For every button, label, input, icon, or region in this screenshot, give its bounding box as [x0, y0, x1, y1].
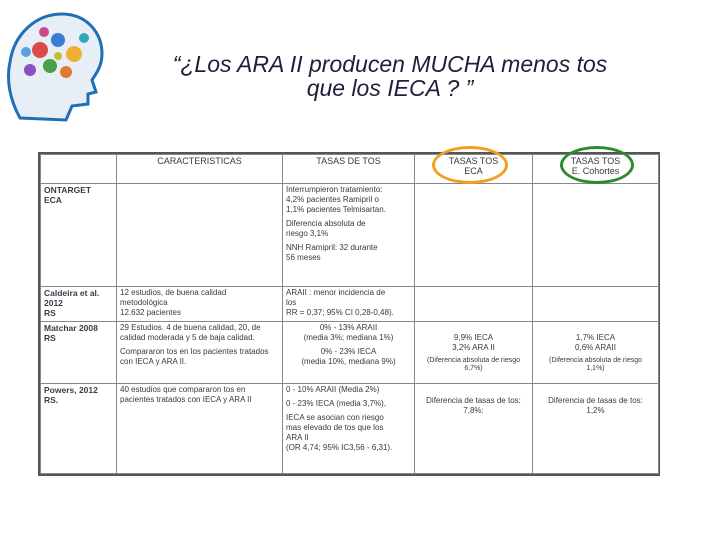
cell-line: RS [44, 333, 56, 344]
cell-line: 0 - 10% ARAII (Media 2%) [286, 385, 380, 395]
cell-line: Diferencia absoluta de [286, 219, 366, 228]
cell-line: 0 - 23% IECA (media 3,7%), [286, 399, 387, 409]
cell-line: 3,2% ARA II [452, 342, 495, 352]
eca-cell [415, 384, 533, 474]
cell-line: con IECA y ARA II. [120, 357, 187, 367]
cell-line: Powers, 2012 [44, 385, 98, 396]
cell-line: 0% - 13% ARAII [319, 323, 378, 333]
cell-line: 1,7% IECA [575, 332, 616, 342]
eca-cell [415, 286, 533, 321]
header-cough-rates: TASAS DE TOS [283, 155, 415, 184]
study-cell [41, 286, 117, 321]
cell-line: 2012 [44, 297, 63, 308]
cell-line: 6,7%) [464, 364, 483, 372]
characteristics-cell [117, 286, 283, 321]
cohort-cell [533, 184, 659, 287]
cell-line: mas elevado de tos que los [286, 423, 384, 433]
cell-line: ECA [44, 195, 62, 205]
cell-line: 1,2% [586, 406, 605, 416]
cell-line: 4,2% pacientes Ramipril o [286, 195, 379, 204]
table-row [41, 322, 659, 384]
cough-rates-cell [283, 322, 415, 384]
cell-line: 0% - 23% IECA [320, 347, 377, 357]
cell-line: 9,9% IECA [453, 332, 494, 342]
eca-cell [415, 184, 533, 287]
cell-line: Diferencia de tasas de tos: [426, 396, 521, 406]
header-study [41, 155, 117, 184]
cough-rates-cell [283, 286, 415, 321]
table-row [41, 286, 659, 321]
cell-line: Matchar 2008 [44, 323, 98, 334]
cell-line: riesgo 3,1% [286, 229, 329, 238]
cell-line: metodológica [120, 297, 168, 307]
cell-line: 12 estudios, de buena calidad [120, 287, 227, 297]
cell-line: RR = 0,37; 95% CI 0,28-0,48). [286, 307, 394, 317]
cell-line: (Diferencia absoluta de riesgo [549, 356, 642, 364]
cell-line: 7,8%: [463, 406, 484, 416]
eca-cell [415, 322, 533, 384]
cell-line: 1,1% pacientes Telmisartan. [286, 205, 386, 214]
cell-line: 0,6% ARAII [575, 342, 616, 352]
header-eca-line-1: TASAS TOS [448, 156, 499, 166]
cohort-highlight-circle [560, 146, 634, 184]
cell-line: ARA II [286, 433, 309, 443]
slide-title [110, 52, 670, 100]
cell-line: los [286, 297, 297, 307]
cell-line: 29 Estudios. 4 de buena calidad, 20, de [120, 323, 261, 333]
title-line-2: que los IECA ? ” [306, 75, 474, 101]
cell-line: 12.632 pacientes [120, 307, 181, 317]
cell-line: 40 estudios que compararon tos en [120, 385, 246, 395]
cell-line: 56 meses [286, 253, 321, 262]
cough-rates-cell [283, 184, 415, 287]
cell-line: IECA se asocian con riesgo [286, 413, 384, 423]
cell-line: (OR 4,74; 95% IC3,56 - 6,31). [286, 443, 393, 453]
cell-line: NNH Ramipril: 32 durante [286, 243, 378, 252]
cell-line: 1,1%) [586, 364, 605, 372]
evidence-table [40, 154, 659, 474]
cell-line: Diferencia de tasas de tos: [548, 396, 643, 406]
cell-line: (media 3%; mediana 1%) [303, 333, 394, 343]
study-cell [41, 384, 117, 474]
cell-line: (media 10%, mediana 9%) [301, 357, 396, 367]
cell-line: calidad moderada y 5 de baja calidad. [120, 333, 255, 343]
characteristics-cell [117, 184, 283, 287]
eca-highlight-circle [432, 146, 508, 184]
cell-line: pacientes tratados con IECA y ARA II [120, 395, 252, 405]
cell-line: ONTARGET [44, 185, 92, 195]
cell-line: (Diferencia absoluta de riesgo [427, 356, 520, 364]
table-row [41, 384, 659, 474]
title-line-1: “¿Los ARA II producen MUCHA menos tos [172, 51, 608, 77]
cell-line: RS. [44, 395, 59, 406]
evidence-table-container [38, 152, 660, 476]
cohort-cell [533, 384, 659, 474]
cohort-cell [533, 322, 659, 384]
cell-line: Interrumpieron tratamiento: [286, 185, 383, 194]
characteristics-cell [117, 322, 283, 384]
cough-rates-cell [283, 384, 415, 474]
cell-line: ARAII : menor incidencia de [286, 287, 386, 297]
cohort-cell [533, 286, 659, 321]
characteristics-cell [117, 384, 283, 474]
header-characteristics: CARACTERISTICAS [117, 155, 283, 184]
header-cohort-line-2: E. Cohortes [571, 166, 620, 176]
header-cohort-line-1: TASAS TOS [570, 156, 621, 166]
cell-line: Compararon tos en los pacientes tratados [120, 347, 269, 357]
study-cell [41, 322, 117, 384]
brain-head-logo-icon [0, 0, 110, 130]
table-row [41, 184, 659, 287]
header-eca-line-2: ECA [464, 166, 483, 176]
cell-line: Caldeira et al. [44, 287, 100, 298]
study-cell [41, 184, 117, 287]
cell-line: RS [44, 307, 56, 318]
